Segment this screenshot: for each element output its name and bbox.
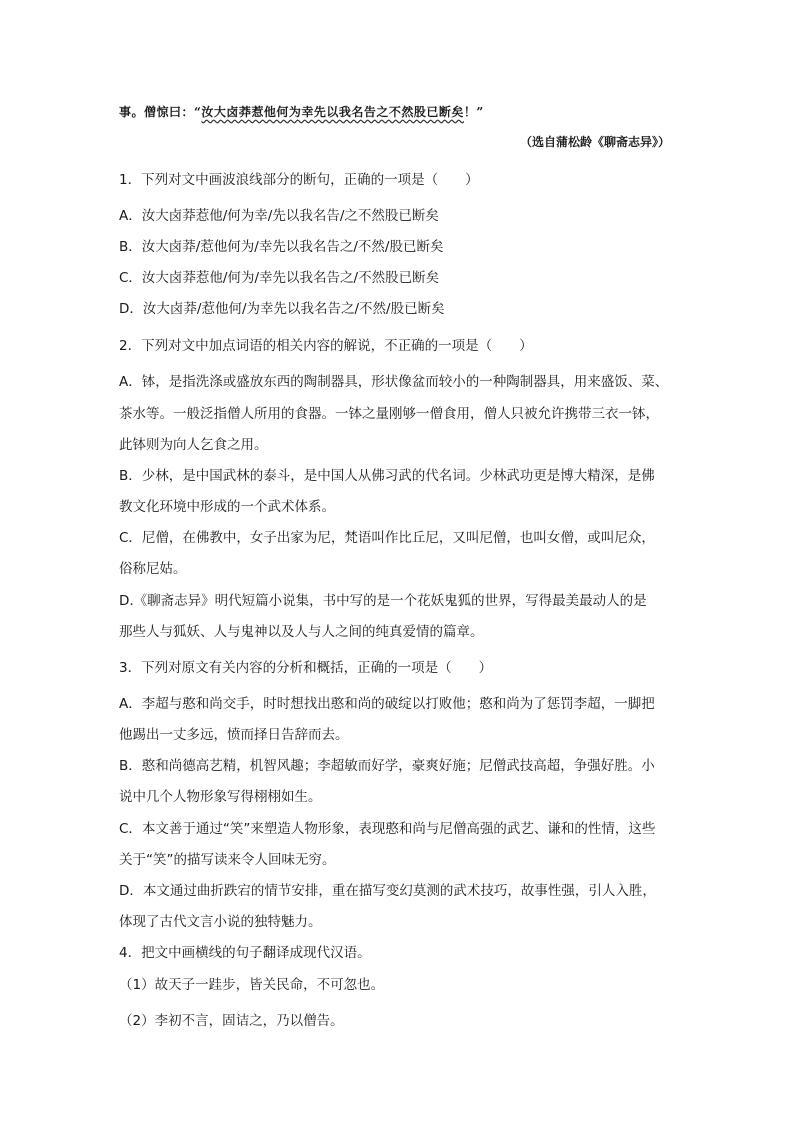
q2-option-b-line1: B．少林，是中国武林的泰斗，是中国人从佛习武的代名词。少林武功更是博大精深，是佛 [119, 468, 655, 484]
q3-stem: 3．下列对原文有关内容的分析和概括，正确的一项是（ ） [119, 660, 493, 676]
q1-option-d: D．汝大卤莽/惹他何/为幸先以我名告之/不然/股已断矣 [119, 301, 445, 317]
q3-option-a-line2: 他踢出一丈多远，愤而择日告辞而去。 [119, 727, 349, 743]
passage-source: （选自蒲松龄《聊斋志异》） [519, 135, 670, 149]
q3-option-c-line1: C．本文善于通过“笑”来塑造人物形象，表现憨和尚与尼僧高强的武艺、谦和的性情，这些 [119, 821, 656, 837]
passage-ending-line [119, 102, 484, 122]
q2-stem: 2．下列对文中加点词语的相关内容的解说，不正确的一项是（ ） [119, 338, 533, 354]
passage-wavy-quote: 汝大卤莽惹他何为幸先以我名告之不然股已断矣 [201, 105, 464, 119]
q2-option-a-line3: 此钵则为向人乞食之用。 [119, 437, 268, 453]
q3-option-d-line2: 体现了古代文言小说的独特魅力。 [119, 914, 322, 930]
q1-stem: 1．下列对文中画波浪线部分的断句，正确的一项是（ ） [119, 172, 479, 188]
q1-option-b: B．汝大卤莽/惹他何为/幸先以我名告之/不然/股已断矣 [119, 239, 444, 255]
q1-option-a: A．汝大卤莽惹他/何为幸/先以我名告/之不然股已断矣 [119, 208, 439, 224]
q2-option-b-line2: 教文化环境中形成的一个武术体系。 [119, 499, 335, 515]
q2-option-c-line2: 俗称尼姑。 [119, 561, 187, 577]
q4-stem: 4．把文中画横线的句子翻译成现代汉语。 [119, 945, 371, 961]
passage-prefix: 事。僧惊曰：“ [119, 105, 202, 119]
q2-option-a-line1: A．钵，是指洗涤或盛放东西的陶制器具，形状像盆而较小的一种陶制器具，用来盛饭、菜、 [119, 374, 669, 390]
q3-option-c-line2: 关于“笑”的描写读来令人回味无穷。 [119, 852, 336, 868]
q3-option-b-line1: B．憨和尚德高艺精，机智风趣；李超敏而好学，豪爽好施；尼僧武技高超，争强好胜。小 [119, 758, 655, 774]
q4-item-1: （1）故天子一跬步，皆关民命，不可忽也。 [119, 977, 385, 993]
q4-item-2: （2）李初不言，固诘之，乃以僧告。 [119, 1013, 344, 1029]
q3-option-b-line2: 说中几个人物形象写得栩栩如生。 [119, 789, 322, 805]
q2-option-d-line1: D.《聊斋志异》明代短篇小说集，书中写的是一个花妖鬼狐的世界，写得最美最动人的是 [119, 593, 647, 609]
q3-option-a-line1: A．李超与憨和尚交手，时时想找出憨和尚的破绽以打败他；憨和尚为了惩罚李超，一脚把 [119, 696, 655, 712]
q3-option-d-line1: D．本文通过曲折跌宕的情节安排，重在描写变幻莫测的武术技巧，故事性强，引人入胜， [119, 883, 656, 899]
q2-option-d-line2: 那些人与狐妖、人与鬼神以及人与人之间的纯真爱情的篇章。 [119, 624, 484, 640]
q1-option-c: C．汝大卤莽惹他/何为/幸先以我名告之/不然股已断矣 [119, 270, 440, 286]
q2-option-c-line1: C．尼僧，在佛教中，女子出家为尼，梵语叫作比丘尼，又叫尼僧，也叫女僧，或叫尼众， [119, 530, 655, 546]
q2-option-a-line2: 茶水等。一般泛指僧人所用的食器。一钵之量刚够一僧食用，僧人只被允许携带三衣一钵， [119, 406, 659, 422]
passage-suffix: ！” [463, 105, 484, 119]
